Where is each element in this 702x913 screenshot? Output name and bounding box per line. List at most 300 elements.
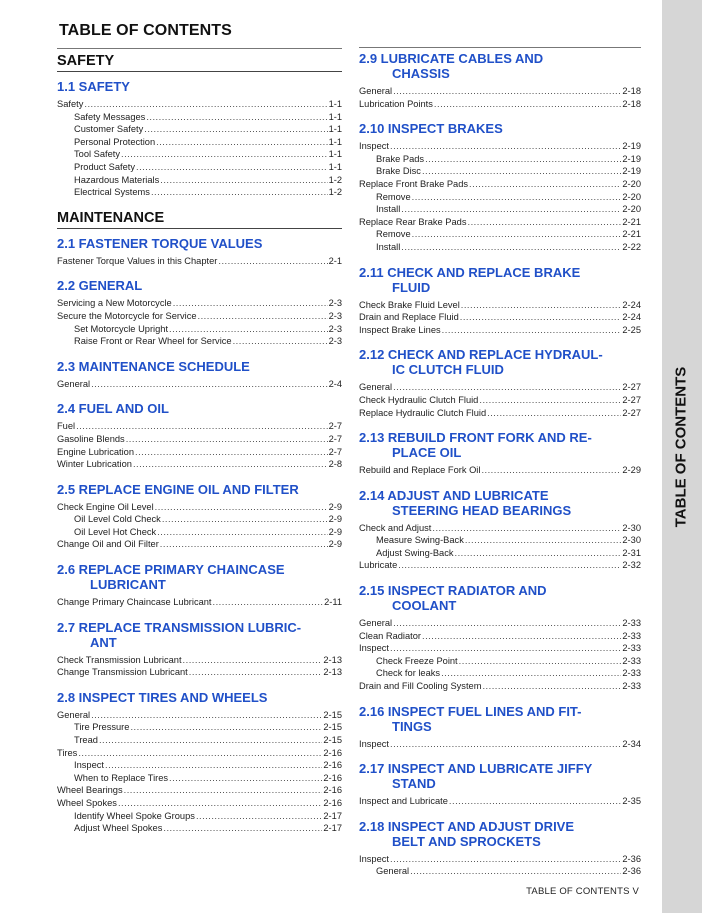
toc-entry[interactable]: [57, 136, 342, 149]
toc-entry[interactable]: [57, 747, 342, 760]
toc-entry[interactable]: [57, 666, 342, 679]
dot-leader: [99, 734, 322, 747]
section-heading-line: 2.2 GENERAL: [57, 278, 143, 294]
toc-section: [57, 562, 342, 609]
toc-entry-page: 2-17: [323, 810, 342, 821]
dot-leader: [121, 148, 328, 161]
toc-entry[interactable]: [359, 311, 641, 324]
toc-entry[interactable]: [57, 458, 342, 471]
dot-leader: [91, 378, 327, 391]
toc-entry[interactable]: [359, 381, 641, 394]
toc-entry-label: Wheel Bearings: [57, 785, 123, 796]
toc-entry[interactable]: [57, 784, 342, 797]
dot-leader: [393, 381, 621, 394]
dot-leader: [432, 522, 621, 535]
toc-entry-page: 2-3: [328, 310, 342, 321]
section-heading-link[interactable]: [57, 236, 342, 251]
dot-leader: [469, 178, 621, 191]
toc-entry-label: Inspect: [74, 760, 104, 771]
toc-entry[interactable]: [359, 407, 641, 420]
toc-section: [359, 761, 641, 808]
toc-entry-label: Tread: [74, 735, 98, 746]
toc-entry-label: General: [359, 618, 393, 629]
toc-entry[interactable]: [57, 797, 342, 810]
section-heading-line: 2.12 CHECK AND REPLACE HYDRAUL-: [359, 347, 603, 363]
section-heading-line: STEERING HEAD BEARINGS: [392, 502, 572, 518]
toc-entry-label: Safety Messages: [74, 111, 146, 122]
section-heading-line: LUBRICANT: [90, 577, 166, 593]
toc-entry[interactable]: [359, 559, 641, 572]
toc-entry-label: Set Motorcycle Upright: [74, 323, 169, 334]
section-entries: [57, 709, 342, 835]
toc-entry-label: Tires: [57, 747, 78, 758]
toc-entry[interactable]: [359, 464, 641, 477]
toc-entry[interactable]: [359, 642, 641, 655]
toc-entry-page: 2-18: [622, 98, 641, 109]
toc-entry-page: 2-16: [323, 760, 342, 771]
toc-entry-label: Winter Lubrication: [57, 459, 132, 470]
toc-entry-label: Adjust Swing-Back: [376, 547, 454, 558]
dot-leader: [135, 446, 328, 459]
toc-entry-page: 2-27: [622, 394, 641, 405]
section-heading-link[interactable]: [57, 359, 342, 374]
toc-entry[interactable]: [359, 203, 641, 216]
section-heading-link[interactable]: [359, 583, 641, 613]
toc-entry-page: 1-2: [328, 174, 342, 185]
section-heading-line: 2.14 ADJUST AND LUBRICATE: [359, 487, 549, 503]
section-heading-line: 2.5 REPLACE ENGINE OIL AND FILTER: [57, 481, 299, 497]
toc-entry[interactable]: [57, 255, 342, 268]
section-entries: [359, 738, 641, 751]
toc-entry-page: 2-33: [622, 681, 641, 692]
toc-entry-label: Check Hydraulic Clutch Fluid: [359, 394, 479, 405]
toc-entry[interactable]: [359, 191, 641, 204]
toc-entry[interactable]: [359, 299, 641, 312]
toc-entry-label: Inspect: [359, 141, 389, 152]
section-heading-line: PLACE OIL: [392, 445, 462, 461]
dot-leader: [390, 853, 621, 866]
section-heading-link[interactable]: [359, 430, 641, 460]
section-entries: [57, 596, 342, 609]
section-heading-line: 2.18 INSPECT AND ADJUST DRIVE: [359, 818, 575, 834]
toc-entry-label: Check Transmission Lubricant: [57, 654, 182, 665]
dot-leader: [434, 98, 621, 111]
toc-entry-label: Adjust Wheel Spokes: [74, 823, 163, 834]
toc-section: [57, 620, 342, 679]
toc-entry-label: Electrical Systems: [74, 187, 150, 198]
toc-entry-page: 2-20: [622, 178, 641, 189]
toc-right-column: [359, 47, 641, 889]
dot-leader: [163, 822, 322, 835]
toc-entry-page: 2-33: [622, 618, 641, 629]
dot-leader: [169, 323, 328, 336]
toc-entry[interactable]: [359, 522, 641, 535]
section-heading-link[interactable]: [359, 488, 641, 518]
toc-entry[interactable]: [359, 216, 641, 229]
toc-entry-page: 2-7: [328, 433, 342, 444]
toc-entry-page: 2-30: [622, 535, 641, 546]
toc-entry-label: Safety: [57, 99, 84, 109]
toc-entry-page: 2-13: [323, 667, 342, 678]
toc-entry-label: Product Safety: [74, 161, 135, 172]
section-heading-link[interactable]: [359, 121, 641, 136]
dot-leader: [449, 795, 621, 808]
dot-leader: [442, 324, 622, 337]
toc-entry-label: Wheel Spokes: [57, 798, 117, 808]
section-entries: [359, 617, 641, 693]
toc-entry[interactable]: [57, 148, 342, 161]
toc-entry-page: 2-31: [622, 547, 641, 558]
dot-leader: [173, 297, 328, 310]
toc-entry-label: General: [376, 866, 410, 877]
section-heading-line: 2.13 REBUILD FRONT FORK AND RE-: [359, 430, 592, 446]
toc-entry-page: 1-1: [328, 161, 342, 172]
toc-entry[interactable]: [57, 297, 342, 310]
toc-section: [359, 819, 641, 878]
toc-entry[interactable]: [57, 111, 342, 124]
dot-leader: [198, 310, 328, 323]
toc-entry[interactable]: [57, 721, 342, 734]
dot-leader: [156, 136, 327, 149]
toc-section: [359, 265, 641, 337]
toc-entry[interactable]: [359, 630, 641, 643]
toc-entry-page: 2-22: [622, 241, 641, 252]
toc-entry-label: Remove: [376, 191, 411, 202]
dot-leader: [162, 513, 328, 526]
toc-entry[interactable]: [359, 617, 641, 630]
section-entries: [57, 501, 342, 551]
section-entries: [359, 522, 641, 572]
dot-leader: [422, 165, 621, 178]
section-heading-line: COOLANT: [392, 598, 457, 614]
toc-entry-label: Rebuild and Replace Fork Oil: [359, 465, 481, 476]
dot-leader: [157, 526, 327, 539]
section-heading-line: 1.1 SAFETY: [57, 79, 130, 94]
toc-entry-page: 1-1: [328, 124, 342, 135]
toc-entry-page: 2-33: [622, 668, 641, 679]
toc-entry[interactable]: [359, 394, 641, 407]
dot-leader: [126, 433, 328, 446]
section-entries: [57, 297, 342, 347]
section-heading-link[interactable]: [57, 401, 342, 416]
dot-leader: [401, 241, 621, 254]
dot-leader: [425, 153, 621, 166]
dot-leader: [146, 111, 327, 124]
dot-leader: [218, 255, 327, 268]
toc-entry-page: 2-19: [622, 166, 641, 177]
toc-entry-label: Oil Level Cold Check: [74, 514, 161, 525]
toc-entry[interactable]: [57, 310, 342, 323]
section-heading-link[interactable]: [359, 761, 641, 791]
toc-entry-page: 2-3: [328, 298, 342, 309]
section-heading-line: 2.1 FASTENER TORQUE VALUES: [57, 235, 263, 251]
toc-section: [359, 347, 641, 419]
dot-leader: [465, 534, 622, 547]
dot-leader: [487, 407, 621, 420]
toc-entry-page: 2-33: [622, 643, 641, 654]
section-heading-link[interactable]: [359, 265, 641, 295]
toc-entry-page: 2-17: [323, 823, 342, 834]
toc-entry-label: Gasoline Blends: [57, 433, 125, 444]
toc-entry[interactable]: [57, 772, 342, 785]
toc-entry-label: General: [57, 378, 91, 389]
toc-entry-page: 2-7: [328, 446, 342, 457]
toc-entry[interactable]: [359, 547, 641, 560]
toc-entry-page: 2-25: [622, 324, 641, 335]
toc-entry[interactable]: [359, 153, 641, 166]
toc-entry-label: Measure Swing-Back: [376, 535, 464, 546]
toc-entry-page: 2-15: [323, 735, 342, 746]
toc-section: [57, 278, 342, 347]
toc-entry-page: 2-21: [622, 229, 641, 240]
dot-leader: [78, 747, 322, 760]
toc-entry-label: General: [57, 709, 91, 720]
section-heading-line: 2.3 MAINTENANCE SCHEDULE: [57, 358, 250, 374]
toc-entry-page: 2-16: [323, 785, 342, 796]
toc-entry-label: Tire Pressure: [74, 722, 130, 733]
toc-entry[interactable]: [359, 178, 641, 191]
toc-entry[interactable]: [57, 433, 342, 446]
toc-entry-label: When to Replace Tires: [74, 772, 169, 783]
toc-section: [359, 47, 641, 110]
dot-leader: [479, 394, 621, 407]
toc-entry[interactable]: [359, 241, 641, 254]
toc-entry-page: 2-9: [328, 501, 342, 512]
toc-entry-page: 2-36: [622, 866, 641, 877]
toc-entry[interactable]: [359, 738, 641, 751]
dot-leader: [130, 721, 322, 734]
toc-entry-label: Install: [376, 204, 401, 215]
toc-entry-page: 1-1: [328, 136, 342, 147]
dot-leader: [410, 865, 621, 878]
toc-entry-page: 1-1: [328, 111, 342, 122]
dot-leader: [196, 810, 322, 823]
toc-entry-page: 2-20: [622, 191, 641, 202]
dot-leader: [393, 617, 621, 630]
dot-leader: [160, 538, 328, 551]
toc-entry-label: Drain and Fill Cooling System: [359, 681, 482, 692]
dot-leader: [105, 759, 322, 772]
section-heading-line: 2.9 LUBRICATE CABLES AND: [359, 51, 544, 66]
section-heading-line: TINGS: [392, 718, 432, 734]
toc-entry[interactable]: [57, 513, 342, 526]
part-heading-safety: SAFETY: [57, 48, 342, 72]
section-entries: [57, 654, 342, 679]
toc-entry-page: 2-36: [622, 853, 641, 864]
toc-section: [57, 482, 342, 551]
toc-left-column: [57, 45, 342, 846]
toc-entry-page: 2-15: [323, 709, 342, 720]
section-heading-link[interactable]: [57, 278, 342, 293]
toc-entry[interactable]: [57, 734, 342, 747]
toc-entry-page: 2-27: [622, 407, 641, 418]
toc-entry-label: Servicing a New Motorcycle: [57, 298, 172, 309]
toc-section: [57, 359, 342, 391]
toc-entry[interactable]: [57, 446, 342, 459]
part-heading-maintenance: MAINTENANCE: [57, 210, 342, 229]
section-heading-link[interactable]: [359, 819, 641, 849]
dot-leader: [84, 98, 327, 111]
dot-leader: [482, 680, 621, 693]
section-heading-line: 2.16 INSPECT FUEL LINES AND FIT-: [359, 703, 582, 719]
dot-leader: [155, 501, 328, 514]
toc-entry-label: Replace Hydraulic Clutch Fluid: [359, 407, 487, 418]
toc-section: [57, 401, 342, 470]
dot-leader: [124, 784, 323, 797]
section-heading-link[interactable]: [57, 482, 342, 497]
toc-entry-label: Inspect: [359, 853, 389, 864]
toc-entry[interactable]: [57, 526, 342, 539]
toc-entry-page: 2-4: [328, 378, 342, 389]
dot-leader: [151, 186, 328, 199]
dot-leader: [133, 458, 328, 471]
toc-entry[interactable]: [359, 324, 641, 337]
toc-entry[interactable]: [57, 759, 342, 772]
dot-leader: [189, 666, 323, 679]
toc-entry-label: Engine Lubrication: [57, 446, 135, 457]
section-entries: [359, 795, 641, 808]
toc-entry[interactable]: [57, 161, 342, 174]
toc-entry[interactable]: [359, 228, 641, 241]
toc-entry-label: Change Transmission Lubricant: [57, 667, 188, 678]
section-heading-line: 2.11 CHECK AND REPLACE BRAKE: [359, 264, 581, 280]
section-entries: [359, 140, 641, 253]
toc-entry[interactable]: [359, 680, 641, 693]
toc-entry[interactable]: [57, 596, 342, 609]
toc-entry[interactable]: [57, 323, 342, 336]
toc-entry[interactable]: [57, 654, 342, 667]
dot-leader: [390, 642, 621, 655]
toc-entry[interactable]: [57, 538, 342, 551]
toc-entry-page: 2-13: [323, 654, 342, 665]
toc-entry[interactable]: [57, 378, 342, 391]
toc-section: [57, 79, 342, 199]
toc-section: [57, 236, 342, 268]
toc-entry[interactable]: [359, 853, 641, 866]
toc-entry-label: Secure the Motorcycle for Service: [57, 310, 197, 321]
toc-entry-label: Fuel: [57, 421, 76, 432]
toc-entry-label: Fastener Torque Values in this Chapter: [57, 255, 218, 266]
toc-entry[interactable]: [359, 140, 641, 153]
section-heading-line: 2.15 INSPECT RADIATOR AND: [359, 583, 547, 599]
section-entries: [57, 420, 342, 470]
toc-entry-label: Check Brake Fluid Level: [359, 299, 460, 310]
toc-entry-label: General: [359, 382, 393, 393]
toc-entry-page: 2-16: [323, 798, 342, 808]
toc-section: [359, 704, 641, 751]
toc-section: [359, 488, 641, 572]
section-heading-line: 2.8 INSPECT TIRES AND WHEELS: [57, 689, 268, 705]
section-heading-line: 2.7 REPLACE TRANSMISSION LUBRIC-: [57, 619, 302, 635]
toc-entry-label: Replace Front Brake Pads: [359, 178, 469, 189]
section-entries: [359, 464, 641, 477]
section-heading-link[interactable]: [57, 79, 342, 94]
toc-entry[interactable]: [57, 123, 342, 136]
toc-entry-label: Oil Level Hot Check: [74, 526, 157, 537]
section-entries: [359, 853, 641, 878]
toc-entry-label: General: [359, 86, 393, 96]
toc-entry-label: Lubrication Points: [359, 98, 433, 109]
toc-entry[interactable]: [359, 98, 641, 111]
toc-entry-page: 2-15: [323, 722, 342, 733]
toc-entry[interactable]: [359, 85, 641, 98]
toc-entry[interactable]: [57, 186, 342, 199]
toc-entry[interactable]: [57, 335, 342, 348]
section-heading-link[interactable]: [359, 704, 641, 734]
toc-entry-page: 2-7: [328, 421, 342, 432]
toc-entry[interactable]: [57, 501, 342, 514]
toc-entry[interactable]: [57, 822, 342, 835]
toc-entry[interactable]: [359, 667, 641, 680]
toc-entry-page: 2-24: [622, 299, 641, 310]
toc-entry-label: Brake Disc: [376, 166, 421, 177]
dot-leader: [233, 335, 328, 348]
dot-leader: [412, 228, 622, 241]
toc-entry-page: 2-24: [622, 312, 641, 323]
section-heading-line: BELT AND SPROCKETS: [392, 833, 541, 849]
toc-entry-page: 2-32: [622, 560, 641, 571]
toc-entry[interactable]: [359, 165, 641, 178]
dot-leader: [468, 216, 622, 229]
dot-leader: [441, 667, 621, 680]
toc-entry[interactable]: [57, 810, 342, 823]
side-tab-label: TABLE OF CONTENTS: [672, 366, 690, 528]
toc-entry[interactable]: [359, 534, 641, 547]
dot-leader: [118, 797, 322, 810]
section-heading-link[interactable]: [57, 690, 342, 705]
toc-entry-label: Tool Safety: [74, 149, 120, 160]
dot-leader: [455, 547, 622, 560]
section-heading-link[interactable]: [57, 620, 342, 650]
toc-entry-page: 2-30: [622, 522, 641, 533]
toc-entry-page: 2-33: [622, 630, 641, 641]
toc-entry-page: 2-16: [323, 772, 342, 783]
toc-entry-label: Check Freeze Point: [376, 655, 458, 666]
section-heading-link[interactable]: [359, 347, 641, 377]
toc-entry-label: Clean Radiator: [359, 630, 422, 641]
toc-entry-page: 2-21: [622, 216, 641, 227]
section-heading-line: 2.6 REPLACE PRIMARY CHAINCASE: [57, 562, 285, 578]
toc-entry-label: Raise Front or Rear Wheel for Service: [74, 336, 232, 347]
dot-leader: [393, 85, 621, 98]
toc-entry[interactable]: [57, 709, 342, 722]
toc-entry[interactable]: [359, 865, 641, 878]
dot-leader: [91, 709, 322, 722]
toc-entry[interactable]: [57, 420, 342, 433]
toc-entry-page: 2-35: [622, 796, 641, 807]
toc-entry-page: 2-3: [328, 336, 342, 347]
toc-entry[interactable]: [57, 174, 342, 187]
toc-entry-label: Lubricate: [359, 560, 398, 571]
toc-entry[interactable]: [57, 98, 342, 111]
toc-section: [359, 583, 641, 693]
toc-entry[interactable]: [359, 655, 641, 668]
page-title: TABLE OF CONTENTS: [59, 22, 232, 39]
section-heading-link[interactable]: [57, 562, 342, 592]
toc-entry-page: 2-19: [622, 141, 641, 152]
toc-entry-label: Change Oil and Oil Filter: [57, 539, 159, 550]
section-entries: [359, 299, 641, 337]
section-heading-line: 2.4 FUEL AND OIL: [57, 401, 169, 417]
section-heading-line: 2.10 INSPECT BRAKES: [359, 121, 503, 137]
toc-entry-label: Check Engine Oil Level: [57, 501, 154, 512]
page-footer: TABLE OF CONTENTS V: [526, 886, 639, 897]
toc-entry-label: Personal Protection: [74, 136, 156, 147]
dot-leader: [459, 655, 622, 668]
section-heading-link[interactable]: [359, 51, 641, 81]
dot-leader: [401, 203, 621, 216]
toc-entry[interactable]: [359, 795, 641, 808]
